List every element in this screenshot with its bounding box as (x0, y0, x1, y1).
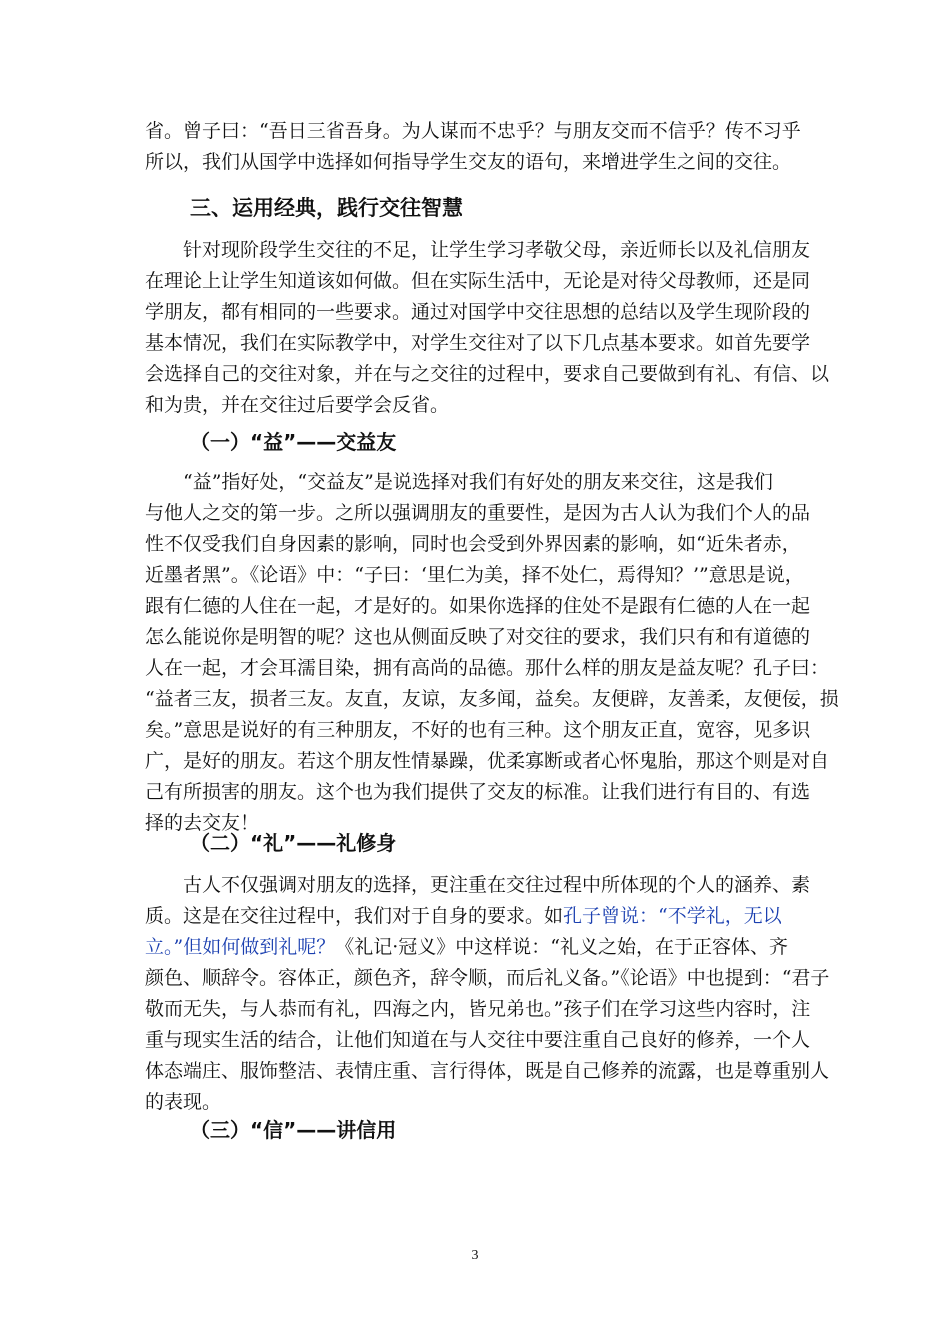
text-line: 体态端庄、服饰整洁、表情庄重、言行得体，既是自己修养的流露，也是尊重别人 (145, 1060, 830, 1082)
subsection-li-paragraph (145, 870, 830, 1118)
subsection-heading-xin: （三）“信”——讲信用 (190, 1118, 397, 1142)
text-line: “益”指好处，“交益友”是说选择对我们有好处的朋友来交往，这是我们 (183, 471, 773, 493)
subsection-heading-li: （二）“礼”——礼修身 (190, 831, 397, 855)
text-line: 与他人之交的第一步。之所以强调朋友的重要性，是因为古人认为我们个人的品 (145, 502, 811, 524)
text-line: 人在一起，才会耳濡目染，拥有高尚的品德。那什么样的朋友是益友呢？孔子曰： (145, 657, 830, 679)
text-line (145, 901, 815, 932)
subsection-heading-yi: （一）“益”——交益友 (190, 430, 397, 454)
text-line (145, 932, 815, 963)
text-line: 怎么能说你是明智的呢？这也从侧面反映了对交往的要求，我们只有和有道德的 (145, 626, 811, 648)
text-line: 在理论上让学生知道该如何做。但在实际生活中，无论是对待父母教师，还是同 (145, 270, 811, 292)
text-line: 重与现实生活的结合，让他们知道在与人交往中要注重自己良好的修养，一个人 (145, 1029, 811, 1051)
text-line: 针对现阶段学生交往的不足，让学生学习孝敬父母，亲近师长以及礼信朋友 (183, 239, 811, 261)
section-3-paragraph (145, 235, 830, 421)
highlighted-quote: 立。”但如何做到礼呢？ (145, 936, 336, 958)
text-line: 广，是好的朋友。若这个朋友性情暴躁，优柔寡断或者心怀鬼胎，那这个则是对自 (145, 750, 830, 772)
text-segment: 质。这是在交往过程中，我们对于自身的要求。如 (145, 905, 564, 927)
highlighted-quote: 孔子曾说：“不学礼，无以 (563, 905, 782, 927)
text-line: 择的去交友！ (145, 812, 260, 834)
intro-paragraph (145, 116, 815, 178)
text-line: 敬而无失，与人恭而有礼，四海之内，皆兄弟也。”孩子们在学习这些内容时，注 (145, 998, 811, 1020)
text-line: 古人不仅强调对朋友的选择，更注重在交往过程中所体现的个人的涵养、素 (183, 874, 811, 896)
page-number: 3 (471, 1248, 479, 1263)
text-line: 矣。”意思是说好的有三种朋友，不好的也有三种。这个朋友正直，宽容，见多识 (145, 719, 811, 741)
text-line: 的表现。 (145, 1091, 222, 1113)
text-line: 基本情况，我们在实际教学中，对学生交往对了以下几点基本要求。如首先要学 (145, 332, 811, 354)
text-line: 跟有仁德的人住在一起，才是好的。如果你选择的住处不是跟有仁德的人在一起 (145, 595, 811, 617)
text-line: 己有所损害的朋友。这个也为我们提供了交友的标准。让我们进行有目的、有选 (145, 781, 811, 803)
text-line: 性不仅受我们自身因素的影响，同时也会受到外界因素的影响，如“近朱者赤， (145, 533, 801, 555)
text-line: 省。曾子曰：“吾日三省吾身。为人谋而不忠乎？与朋友交而不信乎？传不习乎 (145, 120, 801, 142)
text-line: 会选择自己的交往对象，并在与之交往的过程中，要求自己要做到有礼、有信、以 (145, 363, 830, 385)
text-segment: 《礼记·冠义》中这样说：“礼义之始，在于正容体、齐 (335, 936, 788, 958)
text-line: 颜色、顺辞令。容体正，颜色齐，辞令顺，而后礼义备。”《论语》中也提到：“君子 (145, 967, 830, 989)
text-line: 和为贵，并在交往过后要学会反省。 (145, 394, 450, 416)
text-line: 所以，我们从国学中选择如何指导学生交友的语句，来增进学生之间的交往。 (145, 151, 792, 173)
text-line: “益者三友，损者三友。友直，友谅，友多闻，益矣。友便辟，友善柔，友便佞，损 (145, 688, 839, 710)
subsection-yi-paragraph (145, 467, 839, 839)
section-heading-3: 三、运用经典，践行交往智慧 (190, 196, 463, 220)
text-line: 近墨者黑”。《论语》中：“子曰：‘里仁为美，择不处仁，焉得知？’”意思是说， (145, 564, 804, 586)
text-line: 学朋友，都有相同的一些要求。通过对国学中交往思想的总结以及学生现阶段的 (145, 301, 811, 323)
